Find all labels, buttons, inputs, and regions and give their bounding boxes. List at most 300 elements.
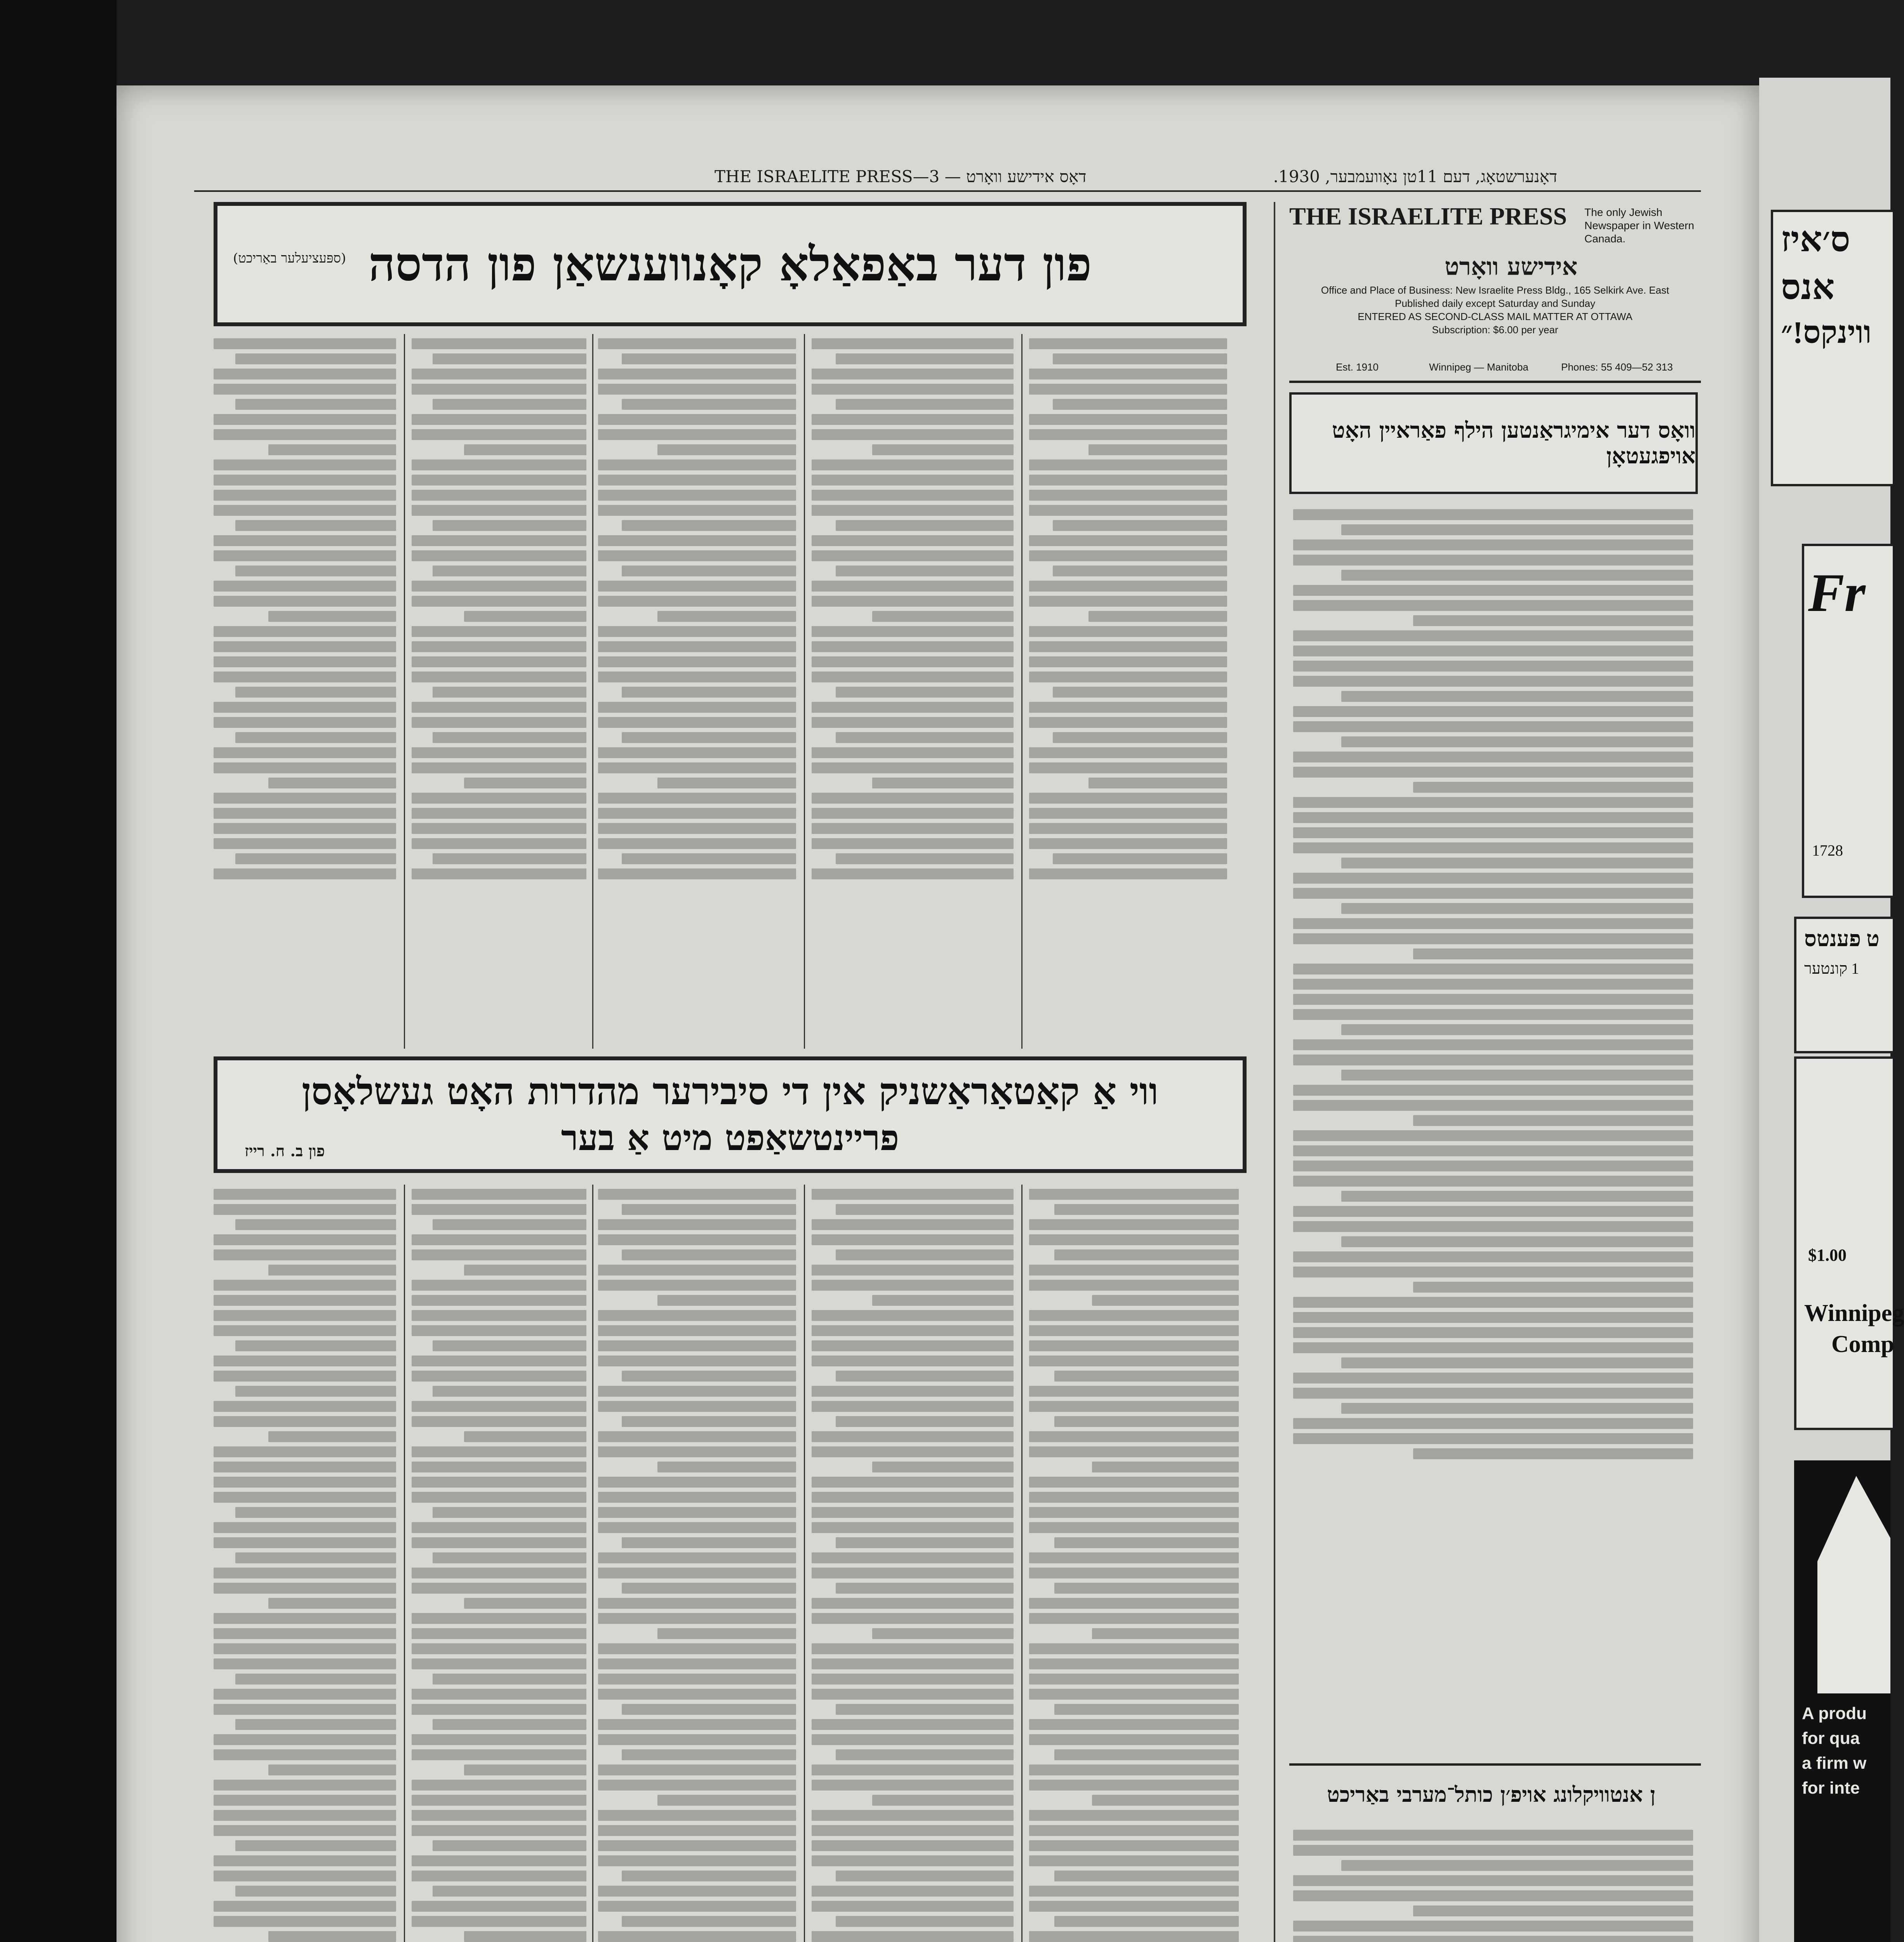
text-line <box>1029 369 1227 379</box>
masthead <box>1289 202 1701 373</box>
text-line <box>268 1265 396 1276</box>
text-line <box>598 838 796 849</box>
text-line <box>214 1446 396 1457</box>
text-line <box>214 808 396 819</box>
text-line <box>1293 1039 1693 1050</box>
text-line <box>812 1386 1014 1397</box>
text-line <box>412 1204 586 1215</box>
text-line <box>622 1749 796 1760</box>
text-line <box>657 1795 796 1806</box>
text-line <box>214 459 396 470</box>
text-line <box>412 1234 586 1245</box>
text-line <box>1029 1568 1239 1578</box>
text-line <box>812 702 1014 713</box>
text-line <box>412 1810 586 1821</box>
text-line <box>598 490 796 501</box>
text-line <box>598 475 796 486</box>
text-line <box>1413 948 1693 959</box>
text-line <box>622 1371 796 1382</box>
text-line <box>214 1780 396 1791</box>
text-line <box>598 1689 796 1700</box>
text-line <box>1293 661 1693 672</box>
text-line <box>464 444 586 455</box>
text-line <box>1293 918 1693 929</box>
text-line <box>268 611 396 622</box>
text-line <box>622 1249 796 1260</box>
masthead-rule <box>1289 381 1701 383</box>
text-line <box>214 429 396 440</box>
text-line <box>1293 585 1693 596</box>
text-line <box>812 581 1014 592</box>
text-line <box>836 399 1014 410</box>
text-line <box>598 868 796 879</box>
masthead-city: Winnipeg — Manitoba <box>1429 361 1528 373</box>
text-line <box>214 490 396 501</box>
text-line <box>622 1204 796 1215</box>
text-line <box>812 808 1014 819</box>
text-line <box>836 1871 1014 1881</box>
text-line <box>812 475 1014 486</box>
text-line <box>412 1280 586 1291</box>
text-line <box>1293 630 1693 641</box>
text-line <box>812 429 1014 440</box>
catastrophe-headline-1: ווי אַ קאַטאַראַשניק אין די סיבירער מהדרות האָט געשלאָסן <box>302 1069 1158 1113</box>
text-line <box>235 853 396 864</box>
text-line <box>412 823 586 834</box>
text-line <box>433 1219 586 1230</box>
text-line <box>812 459 1014 470</box>
text-line <box>1053 566 1227 576</box>
text-line <box>598 1219 796 1230</box>
text-line <box>1029 1386 1239 1397</box>
text-line <box>412 1855 586 1866</box>
text-line <box>214 1704 396 1715</box>
ad-paints-line2: 1 קונטער <box>1804 960 1859 977</box>
text-line <box>235 1386 396 1397</box>
text-line <box>836 353 1014 364</box>
text-line <box>412 535 586 546</box>
text-line <box>412 1689 586 1700</box>
text-line <box>214 505 396 516</box>
text-line <box>1413 1282 1693 1293</box>
ad-winks <box>1771 210 1893 486</box>
text-line <box>622 520 796 531</box>
text-line <box>598 1643 796 1654</box>
text-line <box>235 687 396 698</box>
ad-dark-line1: A produ <box>1802 1704 1867 1723</box>
column-rule <box>1021 334 1022 1049</box>
editorial-headline: וואָס דער אימיגראַנטען הילף פאַראיין האָט אויפגעטאָן <box>1332 418 1695 469</box>
catastrophe-column-1 <box>1029 1185 1239 1942</box>
text-line <box>836 566 1014 576</box>
text-line <box>412 1295 586 1306</box>
text-line <box>1293 646 1693 656</box>
text-line <box>812 1598 1014 1609</box>
text-line <box>1293 994 1693 1005</box>
text-line <box>1293 1373 1693 1383</box>
column-rule <box>1021 1185 1022 1942</box>
text-line <box>1293 1206 1693 1217</box>
hadassah-column-3 <box>598 334 796 1049</box>
text-line <box>1029 1840 1239 1851</box>
text-line <box>1293 1297 1693 1308</box>
text-line <box>1054 1416 1239 1427</box>
text-line <box>1054 1749 1239 1760</box>
text-line <box>412 1871 586 1881</box>
text-line <box>433 853 586 864</box>
catastrophe-column-3 <box>598 1185 796 1942</box>
text-line <box>812 1719 1014 1730</box>
text-line <box>812 1446 1014 1457</box>
text-line <box>1029 1325 1239 1336</box>
editorial-column <box>1293 505 1693 1740</box>
masthead-title: THE ISRAELITE PRESS <box>1289 202 1567 230</box>
text-line <box>1053 353 1227 364</box>
text-line <box>1054 1871 1239 1881</box>
text-line <box>1029 1340 1239 1351</box>
running-head <box>117 163 1759 190</box>
text-line <box>1029 490 1227 501</box>
text-line <box>214 535 396 546</box>
text-line <box>598 672 796 682</box>
text-line <box>1029 1401 1239 1412</box>
text-line <box>812 1643 1014 1654</box>
text-line <box>598 1265 796 1276</box>
text-line <box>412 1749 586 1760</box>
text-line <box>1029 1765 1239 1775</box>
column-rule <box>404 334 405 1049</box>
text-line <box>812 1901 1014 1912</box>
text-line <box>1341 1357 1693 1368</box>
lower-editorial-headline-box <box>1289 1771 1693 1818</box>
text-line <box>235 1552 396 1563</box>
text-line <box>657 1295 796 1306</box>
text-line <box>1029 1219 1239 1230</box>
text-line <box>812 1507 1014 1518</box>
text-line <box>1293 1145 1693 1156</box>
hadassah-column-2 <box>812 334 1014 1049</box>
text-line <box>812 1613 1014 1624</box>
text-line <box>622 1916 796 1927</box>
text-line <box>268 1431 396 1442</box>
text-line <box>812 1340 1014 1351</box>
hadassah-headline: פון דער באַפאַלאָ קאָנווענשאַן פון הדסה <box>368 237 1092 292</box>
text-line <box>1054 1371 1239 1382</box>
text-line <box>214 1734 396 1745</box>
text-line <box>836 1704 1014 1715</box>
text-line <box>1293 1388 1693 1399</box>
text-line <box>412 747 586 758</box>
text-line <box>1293 827 1693 838</box>
text-line <box>598 1477 796 1488</box>
text-line <box>812 793 1014 804</box>
text-line <box>622 1871 796 1881</box>
text-line <box>1029 1552 1239 1563</box>
text-line <box>598 414 796 425</box>
text-line <box>235 566 396 576</box>
text-line <box>1054 1583 1239 1594</box>
text-line <box>214 1204 396 1215</box>
text-line <box>412 1628 586 1639</box>
text-line <box>836 1416 1014 1427</box>
text-line <box>836 732 1014 743</box>
text-line <box>433 732 586 743</box>
text-line <box>1293 676 1693 687</box>
column-rule <box>592 334 593 1049</box>
text-line <box>412 1704 586 1715</box>
text-line <box>1029 747 1227 758</box>
text-line <box>836 853 1014 864</box>
text-line <box>812 1810 1014 1821</box>
text-line <box>598 535 796 546</box>
text-line <box>872 778 1014 788</box>
text-line <box>812 1234 1014 1245</box>
text-line <box>812 1219 1014 1230</box>
text-line <box>836 1583 1014 1594</box>
text-line <box>433 1386 586 1397</box>
text-line <box>1088 444 1227 455</box>
text-line <box>214 1689 396 1700</box>
text-line <box>1293 1009 1693 1020</box>
text-line <box>872 444 1014 455</box>
text-line <box>412 1189 586 1200</box>
text-line <box>235 1840 396 1851</box>
text-line <box>214 414 396 425</box>
text-line <box>464 611 586 622</box>
text-line <box>598 1189 796 1200</box>
text-line <box>622 1704 796 1715</box>
text-line <box>1054 1204 1239 1215</box>
text-line <box>1053 520 1227 531</box>
main-column-rule <box>1274 202 1275 1942</box>
ad-winnipeg-sub: Comp <box>1831 1331 1894 1357</box>
text-line <box>1029 1446 1239 1457</box>
text-line <box>1029 1825 1239 1836</box>
text-line <box>598 641 796 652</box>
text-line <box>464 1431 586 1442</box>
text-line <box>412 581 586 592</box>
text-line <box>214 1810 396 1821</box>
text-line <box>1341 1236 1693 1247</box>
text-line <box>657 611 796 622</box>
text-line <box>1029 1522 1239 1533</box>
text-line <box>1029 762 1227 773</box>
text-line <box>1293 873 1693 884</box>
text-line <box>214 1613 396 1624</box>
text-line <box>1029 1658 1239 1669</box>
text-line <box>412 838 586 849</box>
text-line <box>1293 1830 1693 1841</box>
text-line <box>1029 1855 1239 1866</box>
text-line <box>235 1674 396 1684</box>
catastrophe-column-5 <box>214 1185 396 1942</box>
text-line <box>598 1734 796 1745</box>
text-line <box>1293 933 1693 944</box>
text-line <box>412 338 586 349</box>
text-line <box>412 596 586 607</box>
catastrophe-headline-box <box>214 1056 1247 1173</box>
text-line <box>622 1416 796 1427</box>
text-line <box>872 1295 1014 1306</box>
text-line <box>1293 1176 1693 1187</box>
text-line <box>1029 1674 1239 1684</box>
text-line <box>214 1568 396 1578</box>
text-line <box>598 747 796 758</box>
text-line <box>412 1371 586 1382</box>
text-line <box>214 793 396 804</box>
text-line <box>598 717 796 728</box>
hadassah-column-1 <box>1029 334 1227 1049</box>
hadassah-note: (ספּעציעלער באַריכט) <box>233 251 346 266</box>
text-line <box>598 1825 796 1836</box>
text-line <box>1293 964 1693 974</box>
text-line <box>598 1356 796 1366</box>
text-line <box>1293 1221 1693 1232</box>
text-line <box>812 868 1014 879</box>
text-line <box>412 1658 586 1669</box>
text-line <box>812 1689 1014 1700</box>
text-line <box>412 1356 586 1366</box>
text-line <box>657 444 796 455</box>
text-line <box>598 1658 796 1669</box>
text-line <box>235 520 396 531</box>
text-line <box>235 1886 396 1897</box>
text-line <box>1413 1905 1693 1916</box>
text-line <box>412 626 586 637</box>
text-line <box>412 505 586 516</box>
text-line <box>412 717 586 728</box>
text-line <box>657 1628 796 1639</box>
text-line <box>1293 797 1693 808</box>
lower-editorial-headline: ן אנטוויקלונג אויפ׳ן כותל־מערבי באַריכט <box>1327 1782 1655 1807</box>
text-line <box>1413 1448 1693 1459</box>
text-line <box>214 1356 396 1366</box>
text-line <box>268 1598 396 1609</box>
text-line <box>812 626 1014 637</box>
text-line <box>412 384 586 395</box>
text-line <box>1029 1613 1239 1624</box>
text-line <box>1029 338 1227 349</box>
text-line <box>1053 687 1227 698</box>
text-line <box>1341 736 1693 747</box>
text-line <box>214 1871 396 1881</box>
text-line <box>1029 672 1227 682</box>
text-line <box>598 1886 796 1897</box>
text-line <box>836 687 1014 698</box>
column-rule <box>404 1185 405 1942</box>
text-line <box>412 1795 586 1806</box>
text-line <box>598 1719 796 1730</box>
catastrophe-headline-2: פריינטשאַפט מיט אַ בער <box>561 1117 899 1159</box>
text-line <box>412 672 586 682</box>
text-line <box>1029 1931 1239 1942</box>
text-line <box>1088 778 1227 788</box>
text-line <box>412 1780 586 1791</box>
text-line <box>812 1674 1014 1684</box>
text-line <box>433 1674 586 1684</box>
text-line <box>214 581 396 592</box>
text-line <box>1029 1780 1239 1791</box>
text-line <box>812 1931 1014 1942</box>
text-line <box>412 1643 586 1654</box>
text-line <box>1293 1312 1693 1323</box>
text-line <box>1029 1689 1239 1700</box>
ad-winks-line2: אנס <box>1781 268 1835 307</box>
text-line <box>1029 505 1227 516</box>
text-line <box>214 1522 396 1533</box>
text-line <box>214 717 396 728</box>
text-line <box>1293 1100 1693 1111</box>
text-line <box>1029 656 1227 667</box>
text-line <box>1293 842 1693 853</box>
text-line <box>872 611 1014 622</box>
text-line <box>1341 1860 1693 1871</box>
catastrophe-column-2 <box>812 1185 1014 1942</box>
text-line <box>598 626 796 637</box>
hadassah-headline-box <box>214 202 1247 326</box>
text-line <box>812 672 1014 682</box>
text-line <box>412 459 586 470</box>
text-line <box>214 338 396 349</box>
text-line <box>598 1325 796 1336</box>
text-line <box>812 505 1014 516</box>
text-line <box>235 732 396 743</box>
text-line <box>598 1492 796 1503</box>
text-line <box>268 1931 396 1942</box>
ad-winks-line1: ס׳איז <box>1781 221 1850 259</box>
text-line <box>464 1765 586 1775</box>
text-line <box>1341 1024 1693 1035</box>
text-line <box>598 384 796 395</box>
text-line <box>1341 1191 1693 1202</box>
text-line <box>1293 1890 1693 1901</box>
text-line <box>412 1522 586 1533</box>
masthead-info <box>1289 284 1701 336</box>
text-line <box>1293 509 1693 520</box>
text-line <box>433 1552 586 1563</box>
text-line <box>464 778 586 788</box>
text-line <box>812 338 1014 349</box>
text-line <box>1029 1734 1239 1745</box>
text-line <box>412 1583 586 1594</box>
text-line <box>214 1916 396 1927</box>
text-line <box>598 459 796 470</box>
text-line <box>1029 1280 1239 1291</box>
running-head-left: THE ISRAELITE PRESS—3 — דאָס אידישע וואָרט <box>715 167 1087 186</box>
text-line <box>598 1431 796 1442</box>
text-line <box>1029 1189 1239 1200</box>
text-line <box>235 1507 396 1518</box>
text-line <box>412 808 586 819</box>
text-line <box>1293 888 1693 899</box>
text-line <box>598 702 796 713</box>
text-line <box>872 1462 1014 1472</box>
text-line <box>214 475 396 486</box>
ad-dark-line3: a firm w <box>1802 1754 1867 1773</box>
text-line <box>214 369 396 379</box>
text-line <box>1029 1477 1239 1488</box>
text-line <box>1293 706 1693 717</box>
text-line <box>1413 1115 1693 1126</box>
text-line <box>412 1613 586 1624</box>
text-line <box>214 702 396 713</box>
text-line <box>812 1431 1014 1442</box>
text-line <box>268 778 396 788</box>
text-line <box>412 1492 586 1503</box>
column-rule <box>804 1185 805 1942</box>
text-line <box>812 1189 1014 1200</box>
text-line <box>1293 1433 1693 1444</box>
